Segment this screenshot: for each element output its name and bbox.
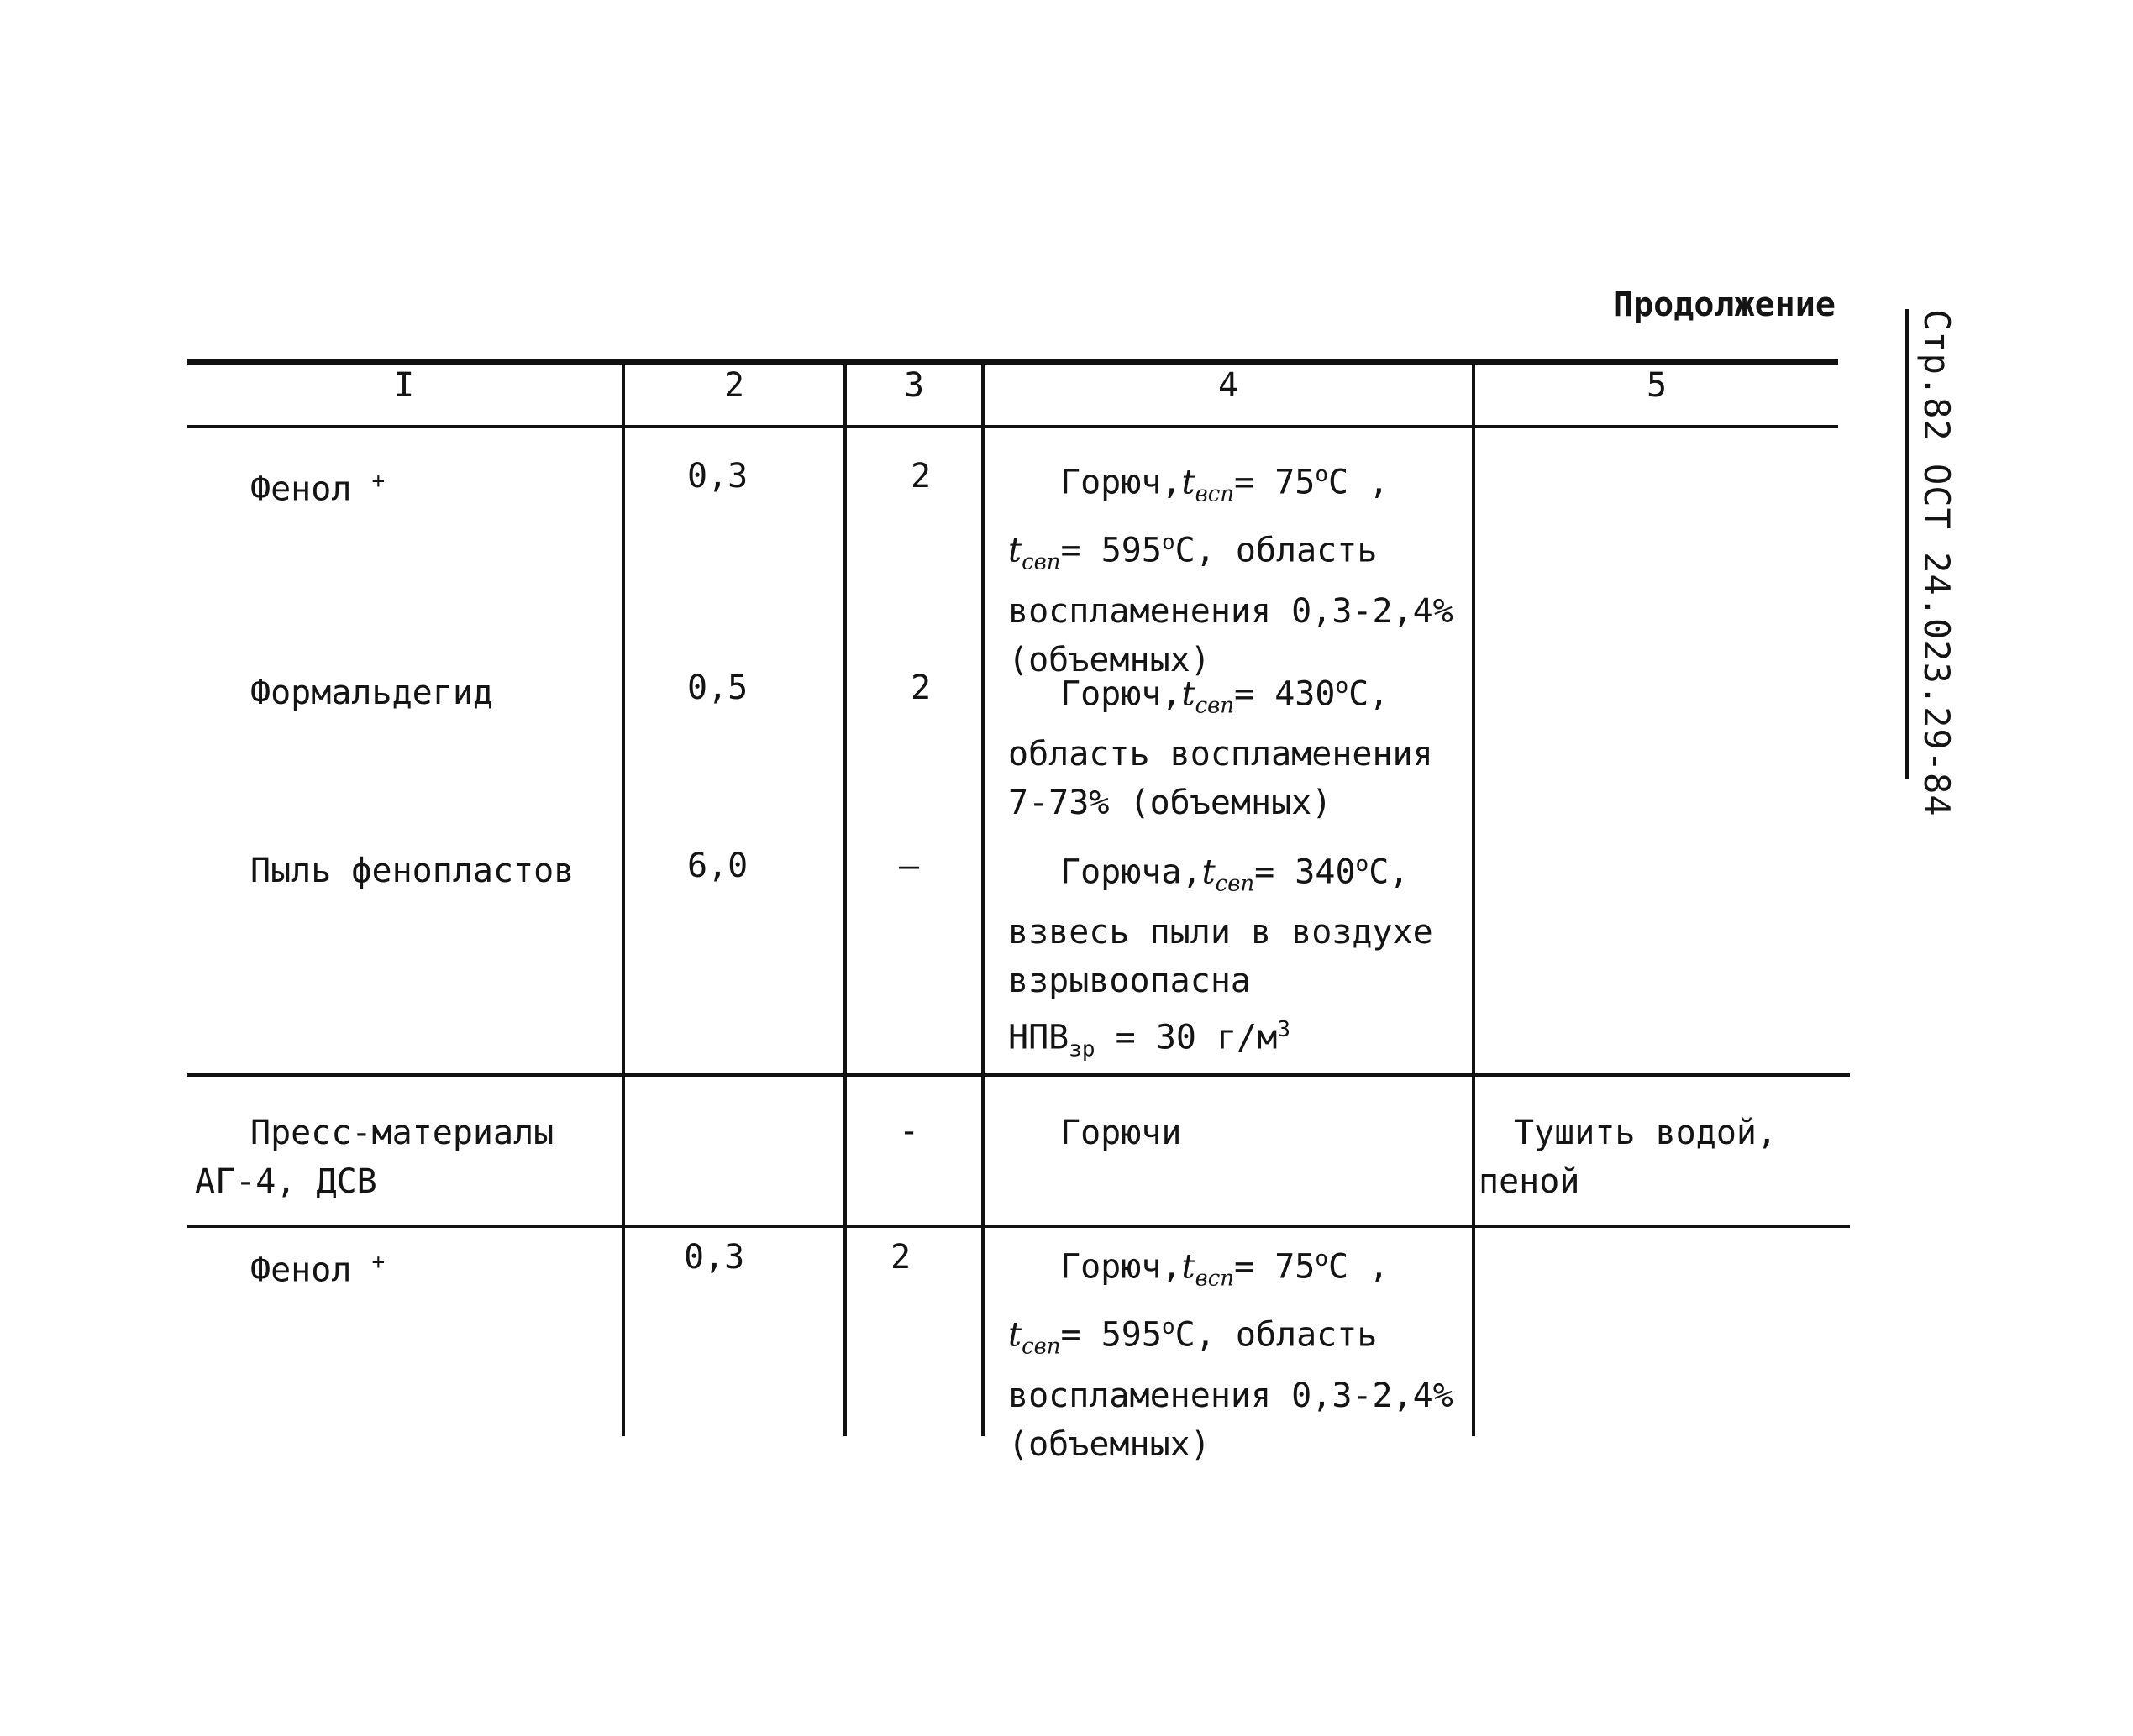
value-col2: 0,3 <box>684 1238 745 1277</box>
extinguishing-line: пеной <box>1479 1162 1580 1201</box>
properties-line: воспламенения 0,3-2,4% <box>1008 1376 1453 1415</box>
properties-line: $t_{свп}= 595^оС$, область <box>1008 1314 1378 1360</box>
properties-line: $Горюч,t_{всп}= 75^оС$ , <box>1060 1246 1390 1292</box>
properties-text: Горючи <box>1060 1114 1182 1152</box>
value-col3: — <box>899 847 920 885</box>
column-divider <box>981 361 985 1436</box>
properties-line: (объемных) <box>1008 640 1211 679</box>
value-col3: 2 <box>891 1238 912 1277</box>
substance-name-line: Пресс-материалы <box>250 1114 554 1152</box>
value-col2: 6,0 <box>687 847 749 885</box>
properties-text <box>1008 1235 1453 1469</box>
column-divider <box>622 361 625 1436</box>
substance-name <box>250 1238 385 1294</box>
properties-line: воспламенения 0,3-2,4% <box>1008 591 1453 631</box>
substance-name-line: АГ-4, ДСВ <box>195 1162 377 1201</box>
column-header: 4 <box>1217 366 1239 405</box>
value-col2: 0,5 <box>687 669 749 707</box>
substance-name-text: Фенол <box>250 1251 352 1290</box>
value-col3: 2 <box>911 669 932 707</box>
column-divider <box>843 361 847 1436</box>
properties-line: 7-73% (объемных) <box>1008 784 1332 823</box>
substance-name-text: Фенол <box>250 469 352 509</box>
substance-name <box>195 1109 554 1206</box>
header-bottom-rule <box>187 425 1838 428</box>
table-top-rule <box>187 359 1838 365</box>
properties-line: $t_{свп}= 595^оС$, область <box>1008 530 1378 575</box>
footnote-mark: + <box>371 469 386 494</box>
column-header: 2 <box>723 366 745 405</box>
page-side-label: Стр.82 ОСТ 24.023.29-84 <box>1916 309 1957 817</box>
properties-line: $Горюча,t_{свп}= 340^оС$, <box>1060 852 1410 897</box>
substance-name: Формальдегид <box>250 674 493 712</box>
value-col3: 2 <box>911 457 932 496</box>
column-header: 3 <box>903 366 925 405</box>
properties-line: $Горюч,t_{свп}= 430^оС$, <box>1060 674 1390 719</box>
column-divider <box>1472 361 1475 1436</box>
properties-line: $Горюч,t_{всп}= 75^оС$ , <box>1060 462 1390 507</box>
column-header: I <box>393 366 415 405</box>
row-divider-rule <box>187 1225 1850 1228</box>
properties-line: взвесь пыли в воздухе <box>1008 913 1433 952</box>
value-col3: - <box>899 1112 920 1151</box>
side-rule <box>1905 309 1909 779</box>
substance-name: Пыль фенопластов <box>250 852 575 890</box>
extinguishing-method <box>1479 1109 1777 1206</box>
footnote-mark: + <box>371 1250 386 1275</box>
properties-line: $НПВ_{зр} = 30$ $г/м^3$ <box>1008 1017 1290 1062</box>
column-header: 5 <box>1646 366 1668 405</box>
properties-line: область воспламенения <box>1008 735 1433 774</box>
substance-name <box>250 457 385 513</box>
properties-text <box>1008 450 1453 684</box>
properties-line: взрывоопасна <box>1008 962 1251 1001</box>
value-col2: 0,3 <box>687 457 749 496</box>
extinguishing-line: Тушить водой, <box>1514 1114 1778 1152</box>
properties-text <box>1008 662 1433 827</box>
continuation-label: Продолжение <box>1613 286 1836 324</box>
properties-text <box>1008 840 1433 1074</box>
properties-line: (объемных) <box>1008 1424 1211 1464</box>
